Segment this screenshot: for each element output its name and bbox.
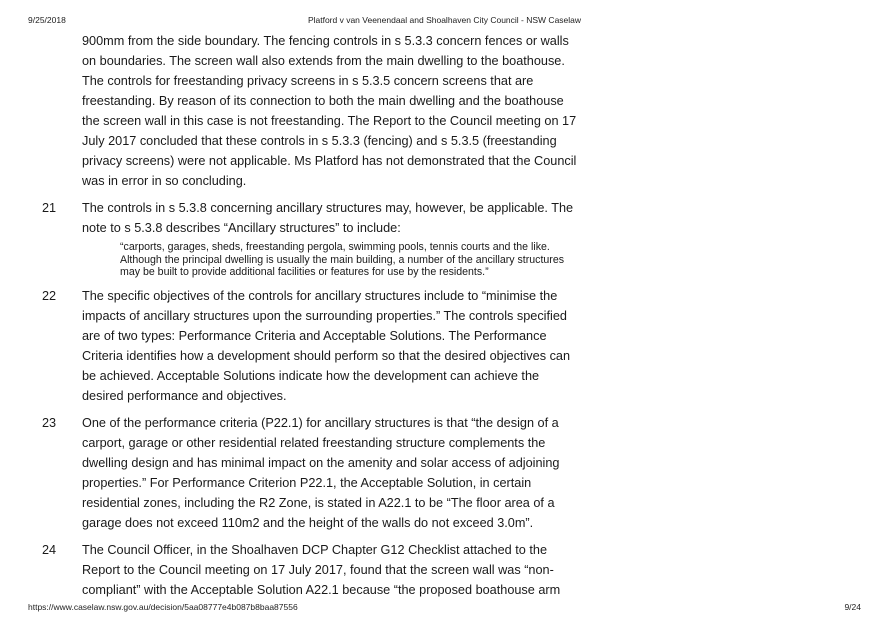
paragraph-21 (42, 198, 582, 279)
print-date: 9/25/2018 (28, 15, 66, 25)
paragraph-text: 900mm from the side boundary. The fencing controls in s 5.3.3 concern fences or walls on boundaries. The screen wall also extends from the main dwelling to the boathouse. The controls for freestanding privacy screens in s 5.3.5 concern screens that are freestanding. By reason of its connection to both the main dwelling and the boathouse the screen wall in this case is not freestanding. The Report to the Council meeting on 17 July 2017 concluded that these controls in s 5.3.3 (fencing) and s 5.3.5 (freestanding privacy screens) were not applicable. Ms Platford has not demonstrated that the Council was in error in so concluding. (82, 34, 577, 188)
page-title: Platford v van Veenendaal and Shoalhaven City Council - NSW Caselaw (307, 15, 582, 25)
continuation-paragraph (82, 31, 582, 191)
paragraph-text: The controls in s 5.3.8 concerning ancillary structures may, however, be applicable. The note to s 5.3.8 describes “Ancillary structures” to include: (82, 201, 574, 235)
paragraph-text: One of the performance criteria (P22.1) for ancillary structures is that “the design of a carport, garage or other residential related freestanding structure complements the dwelling design and has minimal impact on the amenity and solar access of adjoining properties.” For Performance Criterion P22.1, the Acceptable Solution, in certain residential zones, including the R2 Zone, is stated in A22.1 to be “The floor area of a garage does not exceed 110m2 and the height of the walls do not exceed 3.0m”. (82, 415, 560, 530)
source-url-link[interactable]: https://www.caselaw.nsw.gov.au/decision/5aa08777e4b087b8baa87556 (28, 602, 298, 612)
paragraph-24 (42, 540, 582, 600)
paragraph-23 (42, 413, 582, 533)
page-number: 9/24 (844, 602, 861, 612)
paragraph-text: The Council Officer, in the Shoalhaven DCP Chapter G12 Checklist attached to the Report to the Council meeting on 17 July 2017, found that the screen wall was “non-compliant” with the Acceptable Solution A22.1 because “the proposed boathouse arm (82, 542, 561, 597)
paragraph-number: 21 (42, 201, 57, 215)
judgment-body (42, 31, 582, 607)
paragraph-number: 23 (42, 415, 57, 430)
paragraph-number: 24 (42, 542, 57, 557)
paragraph-text: The specific objectives of the controls for ancillary structures include to “minimise the impacts of ancillary structures upon the surrounding properties.” The controls specified are of two types: Performance Criteria and Acceptable Solutions. The Performance Criteria identifies how a development should perform so that the desired objectives can be achieved. Acceptable Solutions indicate how the development can achieve the desired performance and objectives. (82, 288, 571, 403)
paragraph-22 (42, 286, 582, 406)
paragraph-number: 22 (42, 288, 57, 303)
block-quote: “carports, garages, sheds, freestanding pergola, swimming pools, tennis courts and the like. Although the principal dwelling is usually the main building, a number of the ancillary structures may be built to provide additional facilities or features for use by the residents.” (120, 241, 565, 278)
